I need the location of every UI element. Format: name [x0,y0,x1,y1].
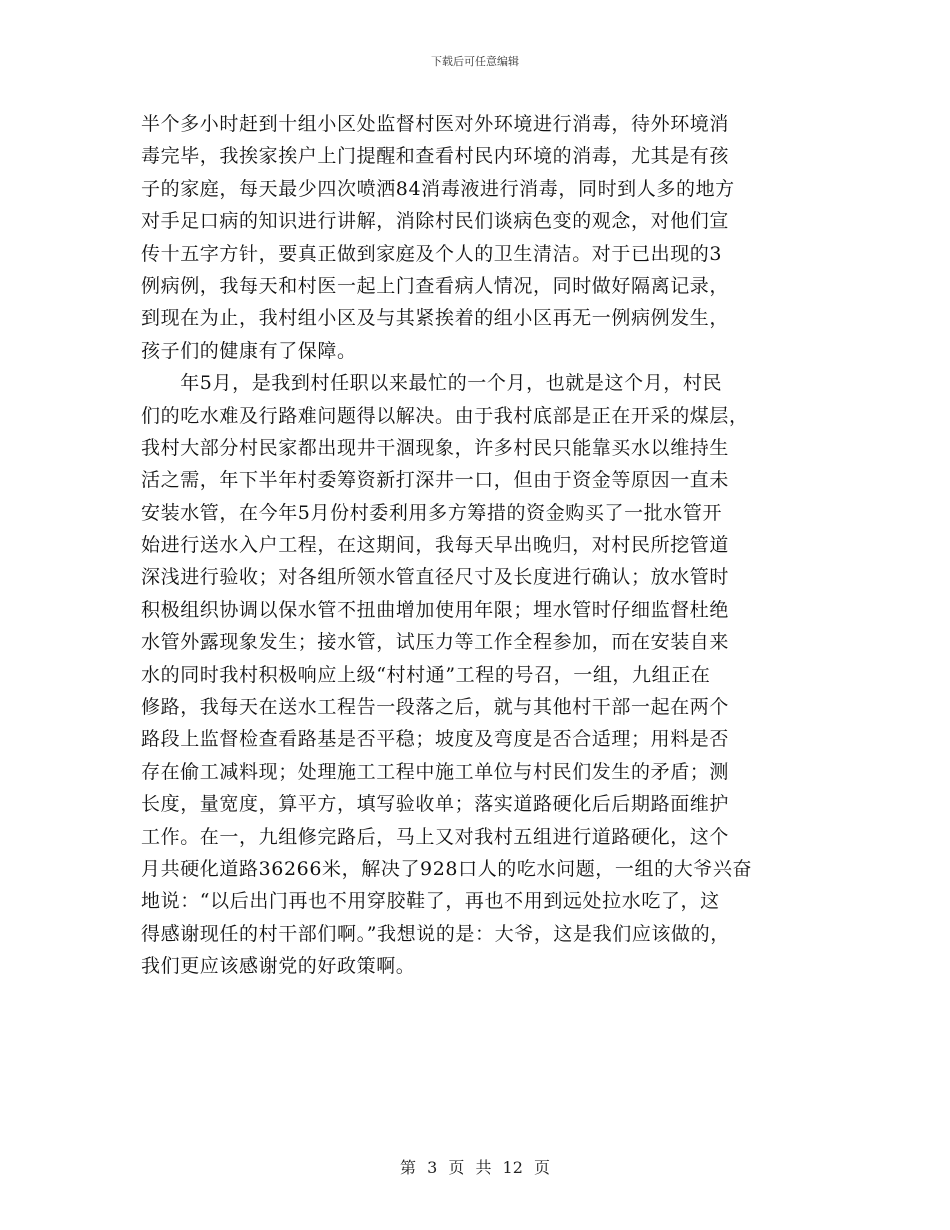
text-line: 水的同时我村积极响应上级“村村通”工程的号召，一组，九组正在 [141,663,711,686]
text-line: 对手足口病的知识进行讲解，消除村民们谈病色变的观念，对他们宣 [141,210,730,233]
text-line: 地说：“以后出门再也不用穿胶鞋了，再也不用到远处拉水吃了，这 [141,890,720,913]
text-line: 修路，我每天在送水工程告一段落之后，就与其他村干部一起在两个 [141,696,730,719]
text-line: 存在偷工减料现；处理施工工程中施工单位与村民们发生的矛盾；测 [141,760,730,783]
text-line: 始进行送水入户工程，在这期间，我每天早出晚归，对村民所挖管道 [141,534,730,557]
text-line: 月共硬化道路36266米，解决了928口人的吃水问题，一组的大爷兴奋 [141,857,753,880]
text-line: 长度，量宽度，算平方，填写验收单；落实道路硬化后后期路面维护 [141,793,730,816]
text-line: 我村大部分村民家都出现井干涸现象，许多村民只能靠买水以维持生 [141,436,730,459]
text-line: 工作。在一，九组修完路后，马上又对我村五组进行道路硬化，这个 [141,825,730,848]
text-line: 水管外露现象发生；接水管，试压力等工作全程参加，而在安装自来 [141,631,730,654]
text-line: 积极组织协调以保水管不扭曲增加使用年限；埋水管时仔细监督杜绝 [141,598,730,621]
text-line: 到现在为止，我村组小区及与其紧挨着的组小区再无一例病例发生， [141,307,730,330]
page-number-footer: 第 3 页 共 12 页 [400,1158,550,1177]
body-text [141,108,819,983]
text-line: 年5月，是我到村任职以来最忙的一个月，也就是这个月，村民 [141,372,723,395]
text-line: 路段上监督检查看路基是否平稳；坡度及弯度是否合适理；用料是否 [141,728,730,751]
text-line: 例病例，我每天和村医一起上门查看病人情况，同时做好隔离记录， [141,274,730,297]
page-header: 下载后可任意编辑 [431,55,519,68]
text-line: 子的家庭，每天最少四次喷洒84消毒液进行消毒，同时到人多的地方 [141,177,735,200]
text-line: 孩子们的健康有了保障。 [141,339,357,362]
text-line: 安装水管，在今年5月份村委利用多方筹措的资金购买了一批水管开 [141,501,723,524]
text-line: 活之需，年下半年村委筹资新打深井一口，但由于资金等原因一直未 [141,469,730,492]
text-line: 深浅进行验收；对各组所领水管直径尺寸及长度进行确认；放水管时 [141,566,730,589]
text-line: 我们更应该感谢党的好政策啊。 [141,955,416,978]
text-line: 毒完毕，我挨家挨户上门提醒和查看村民内环境的消毒，尤其是有孩 [141,145,730,168]
text-line: 们的吃水难及行路难问题得以解决。由于我村底部是正在开采的煤层， [141,404,749,427]
text-line: 传十五字方针，要真正做到家庭及个人的卫生清洁。对于已出现的3 [141,242,723,265]
text-line: 半个多小时赶到十组小区处监督村医对外环境进行消毒，待外环境消 [141,113,730,135]
text-line: 得感谢现任的村干部们啊。”我想说的是：大爷，这是我们应该做的， [141,922,730,945]
